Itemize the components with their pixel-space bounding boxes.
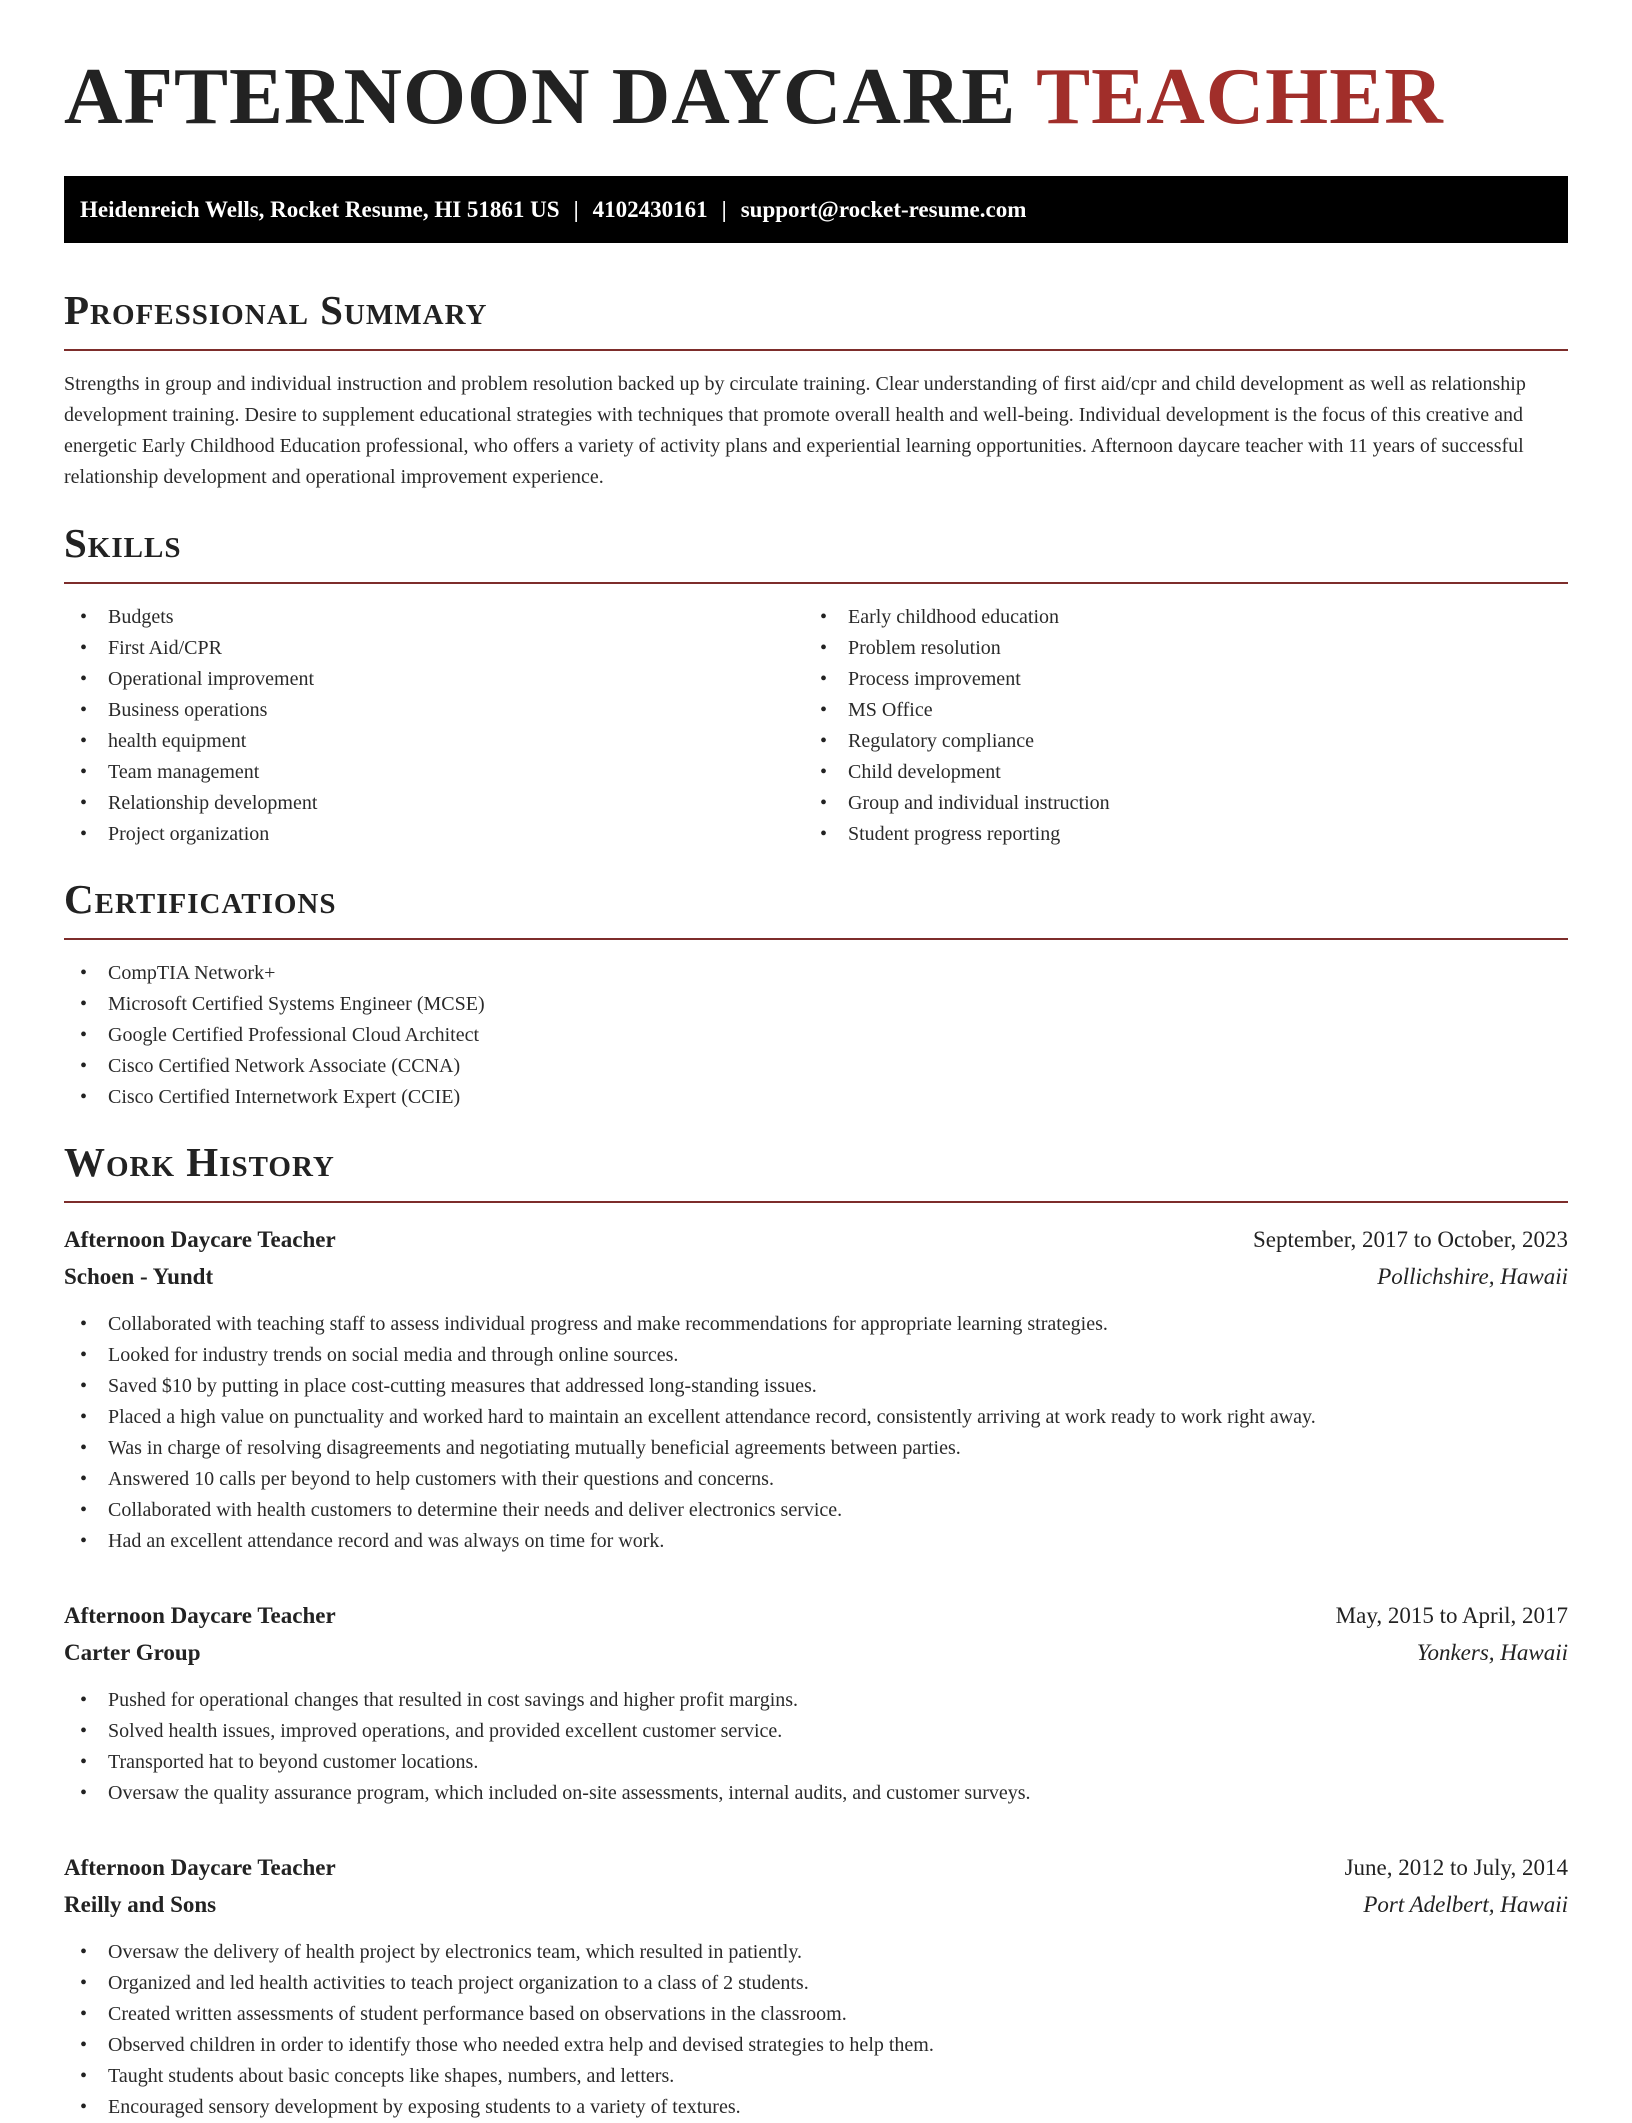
job-location: Port Adelbert, Hawaii — [1363, 1892, 1568, 1917]
contact-separator: | — [573, 196, 579, 222]
work-history-section — [64, 1139, 1568, 2123]
page-title — [64, 51, 1444, 141]
job-location: Pollichshire, Hawaii — [1377, 1264, 1568, 1289]
job-title: Afternoon Daycare Teacher — [64, 1855, 336, 1880]
skills-columns — [64, 602, 1568, 850]
title-accent: TEACHER — [1036, 51, 1444, 141]
certifications-list — [64, 958, 1568, 1113]
job-title: Afternoon Daycare Teacher — [64, 1603, 336, 1628]
job-entry — [64, 1597, 1568, 1809]
skill-item: • Student progress reporting — [804, 819, 1544, 850]
skills-list-left — [64, 602, 804, 850]
job-company-row — [64, 1258, 1568, 1295]
job-bullet: • Taught students about basic concepts like shapes, numbers, and letters. — [64, 2061, 1568, 2092]
skill-item: • health equipment — [64, 726, 804, 757]
skills-section — [64, 520, 1568, 850]
job-header-row — [64, 1597, 1568, 1634]
job-bullet: • Collaborated with teaching staff to assess individual progress and make recommendations for appropriate learning strategies. — [64, 1309, 1568, 1340]
skills-list-right — [804, 602, 1544, 850]
job-bullet: • Transported hat to beyond customer locations. — [64, 1747, 1568, 1778]
certification-item: • Cisco Certified Network Associate (CCNA) — [64, 1051, 1568, 1082]
job-bullet: • Encouraged sensory development by exposing students to a variety of textures. — [64, 2092, 1568, 2123]
skill-item: • MS Office — [804, 695, 1544, 726]
job-bullet: • Looked for industry trends on social media and through online sources. — [64, 1340, 1568, 1371]
skill-item: • Team management — [64, 757, 804, 788]
job-bullet: • Saved $10 by putting in place cost-cutting measures that addressed long-standing issues. — [64, 1371, 1568, 1402]
contact-address: Heidenreich Wells, Rocket Resume, HI 51861 US — [80, 196, 560, 222]
job-location: Yonkers, Hawaii — [1416, 1640, 1568, 1665]
job-company: Schoen - Yundt — [64, 1264, 214, 1289]
certifications-section — [64, 876, 1568, 1113]
job-company: Reilly and Sons — [64, 1892, 217, 1917]
job-bullet: • Collaborated with health customers to determine their needs and deliver electronics service. — [64, 1495, 1568, 1526]
summary-text: Strengths in group and individual instruction and problem resolution backed up by circulate training. Clear understanding of first aid/cpr and child development as well as relationship development training. Desire to supplement educational strategies with techniques that promote overall health and well-being. Individual development is the focus of this creative and energetic Early Childhood Education professional, who offers a variety of activity plans and experiential learning opportunities. Afternoon daycare teacher with 11 years of successful relationship development and operational improvement experience. — [64, 373, 1526, 488]
job-bullet: • Created written assessments of student performance based on observations in the classroom. — [64, 1999, 1568, 2030]
work-history-heading: Work History — [64, 1142, 1568, 1203]
job-bullet: • Had an excellent attendance record and was always on time for work. — [64, 1526, 1568, 1557]
job-bullet: • Oversaw the delivery of health project by electronics team, which resulted in patiently. — [64, 1937, 1568, 1968]
job-bullets — [64, 1685, 1568, 1809]
summary-heading: Professional Summary — [64, 290, 1568, 351]
job-dates: May, 2015 to April, 2017 — [1335, 1603, 1568, 1628]
skill-item: • First Aid/CPR — [64, 633, 804, 664]
job-bullets — [64, 1937, 1568, 2123]
contact-separator: | — [721, 196, 727, 222]
job-bullet: • Observed children in order to identify those who needed extra help and devised strategies to help them. — [64, 2030, 1568, 2061]
job-bullet: • Placed a high value on punctuality and worked hard to maintain an excellent attendance record, consistently arriving at work ready to work right away. — [64, 1402, 1568, 1433]
certification-item: • CompTIA Network+ — [64, 958, 1568, 989]
job-bullet: • Pushed for operational changes that resulted in cost savings and higher profit margins. — [64, 1685, 1568, 1716]
skill-item: • Operational improvement — [64, 664, 804, 695]
certification-item: • Cisco Certified Internetwork Expert (CCIE) — [64, 1082, 1568, 1113]
skill-item: • Problem resolution — [804, 633, 1544, 664]
certifications-heading: Certifications — [64, 879, 1568, 940]
contact-email[interactable]: support@rocket-resume.com — [740, 196, 1027, 222]
certification-item: • Google Certified Professional Cloud Architect — [64, 1020, 1568, 1051]
skill-item: • Group and individual instruction — [804, 788, 1544, 819]
job-company-row — [64, 1634, 1568, 1671]
job-bullet: • Organized and led health activities to teach project organization to a class of 2 students. — [64, 1968, 1568, 1999]
skill-item: • Early childhood education — [804, 602, 1544, 633]
job-entry — [64, 1221, 1568, 1557]
job-title: Afternoon Daycare Teacher — [64, 1227, 336, 1252]
job-header-row — [64, 1849, 1568, 1886]
skill-item: • Business operations — [64, 695, 804, 726]
contact-phone[interactable]: 4102430161 — [592, 196, 708, 222]
job-bullet: • Solved health issues, improved operations, and provided excellent customer service. — [64, 1716, 1568, 1747]
contact-bar — [64, 176, 1568, 243]
skill-item: • Project organization — [64, 819, 804, 850]
job-entry — [64, 1849, 1568, 2123]
job-company: Carter Group — [64, 1640, 201, 1665]
job-bullet: • Was in charge of resolving disagreements and negotiating mutually beneficial agreements between parties. — [64, 1433, 1568, 1464]
summary-section — [64, 287, 1568, 493]
skills-heading: Skills — [64, 523, 1568, 584]
skill-item: • Budgets — [64, 602, 804, 633]
skill-item: • Regulatory compliance — [804, 726, 1544, 757]
skill-item: • Child development — [804, 757, 1544, 788]
job-header-row — [64, 1221, 1568, 1258]
skill-item: • Relationship development — [64, 788, 804, 819]
title-main: AFTERNOON DAYCARE — [64, 51, 1017, 141]
job-bullet: • Answered 10 calls per beyond to help customers with their questions and concerns. — [64, 1464, 1568, 1495]
job-bullets — [64, 1309, 1568, 1557]
skill-item: • Process improvement — [804, 664, 1544, 695]
job-dates: September, 2017 to October, 2023 — [1253, 1227, 1568, 1252]
job-dates: June, 2012 to July, 2014 — [1344, 1855, 1568, 1880]
job-company-row — [64, 1886, 1568, 1923]
certification-item: • Microsoft Certified Systems Engineer (MCSE) — [64, 989, 1568, 1020]
job-bullet: • Oversaw the quality assurance program, which included on-site assessments, internal audits, and customer surveys. — [64, 1778, 1568, 1809]
